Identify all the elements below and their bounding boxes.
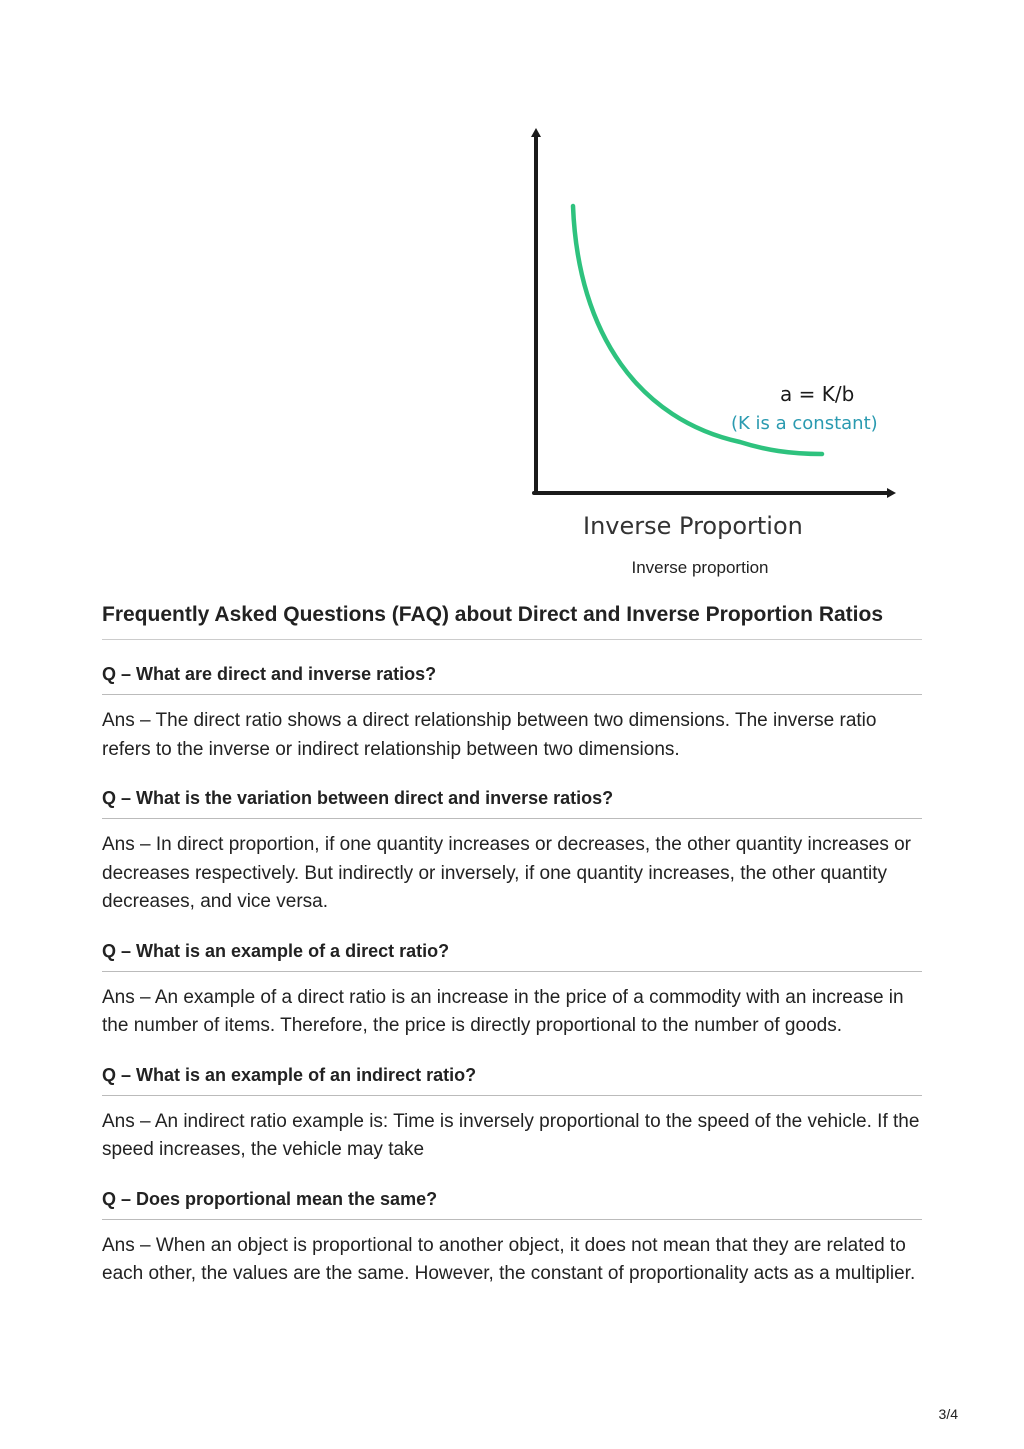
faq-item [102,1063,922,1165]
faq-heading: Frequently Asked Questions (FAQ) about Direct and Inverse Proportion Ratios [102,600,922,640]
y-axis-arrowhead [531,128,541,137]
inverse-proportion-graph [490,120,920,550]
inverse-proportion-figure [490,120,920,550]
equation-label: a = K/b [780,382,855,406]
faq-list [102,662,922,1289]
faq-item [102,1187,922,1289]
faq-answer: Ans – When an object is proportional to another object, it does not mean that they are related to each other, the values are the same. However, the constant of proportionality acts as a multiplier. [102,1234,916,1284]
faq-answer: Ans – In direct proportion, if one quantity increases or decreases, the other quantity increases or decreases respectively. But indirectly or inversely, if one quantity increases, the other quantity decreases, and vice versa. [102,834,912,912]
faq-answer: Ans – An example of a direct ratio is an increase in the price of a commodity with an increase in the number of items. Therefore, the price is directly proportional to the number of goods. [102,986,904,1036]
faq-question: Q – What is an example of an indirect ratio? [102,1063,922,1096]
faq-item [102,939,922,1041]
faq-question: Q – What are direct and inverse ratios? [102,662,922,695]
graph-title: Inverse Proportion [583,512,803,540]
figure-caption: Inverse proportion [631,558,769,577]
faq-answer: Ans – An indirect ratio example is: Time is inversely proportional to the speed of the vehicle. If the speed increases, the vehicle may take [102,1110,920,1160]
faq-question: Q – What is an example of a direct ratio? [102,939,922,972]
faq-question: Q – Does proportional mean the same? [102,1187,922,1220]
faq-answer: Ans – The direct ratio shows a direct relationship between two dimensions. The inverse ratio refers to the inverse or indirect relationship between two dimensions. [102,710,877,760]
constant-note: (K is a constant) [731,413,878,434]
faq-question: Q – What is the variation between direct and inverse ratios? [102,786,922,819]
faq-item [102,662,922,764]
faq-section [102,600,922,1311]
x-axis-arrowhead [887,488,896,498]
faq-item [102,786,922,917]
page-number: 3/4 [938,1406,958,1422]
